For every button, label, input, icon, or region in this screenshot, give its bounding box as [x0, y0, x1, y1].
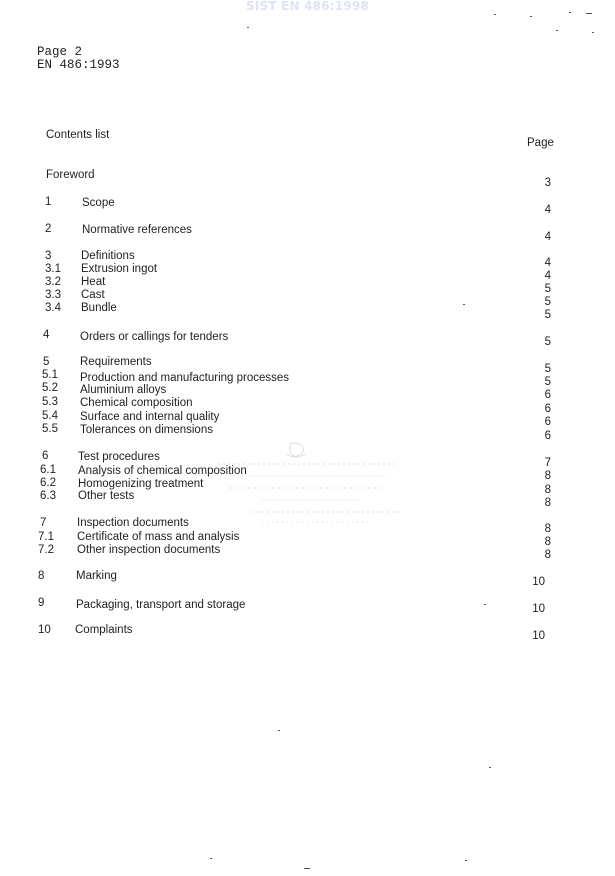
toc-entry-title[interactable]: Other tests [78, 490, 135, 502]
toc-entry-number: 7.1 [38, 531, 54, 543]
toc-entry-title[interactable]: Certificate of mass and analysis [77, 531, 240, 543]
toc-entry-title[interactable]: Definitions [81, 250, 135, 262]
scan-speck [484, 604, 486, 605]
toc-entry-page: 8 [544, 470, 551, 482]
page-number-line: Page 2 [37, 45, 83, 59]
toc-entry-title[interactable]: Extrusion ingot [81, 263, 158, 275]
toc-entry-page: 3 [544, 177, 551, 189]
toc-entry-title[interactable]: Scope [82, 197, 115, 209]
standard-number-line: EN 486:1993 [37, 58, 120, 72]
scan-speck [494, 14, 496, 15]
toc-entry-page: 8 [544, 497, 551, 509]
scan-speck [210, 858, 212, 859]
toc-entry-page: 6 [544, 403, 551, 415]
toc-entry-page: 5 [544, 283, 551, 295]
toc-entry-title[interactable]: Inspection documents [77, 517, 189, 529]
toc-entry-number: 6.3 [40, 490, 56, 502]
toc-entry-title[interactable]: Homogenizing treatment [78, 478, 204, 490]
toc-entry-title[interactable]: Orders or callings for tenders [80, 331, 229, 343]
page-header [37, 46, 120, 72]
toc-entry-page: 10 [532, 576, 545, 588]
scan-speck [304, 868, 310, 869]
scan-speck [592, 32, 594, 33]
toc-entry-page: 6 [544, 430, 551, 442]
toc-entry-number: 5.5 [42, 423, 58, 435]
toc-entry-page: 8 [544, 484, 551, 496]
toc-entry-title[interactable]: Normative references [82, 224, 192, 236]
toc-entry-number: 9 [38, 597, 45, 609]
toc-entry-title[interactable]: Test procedures [78, 451, 160, 463]
toc-entry-title[interactable]: Tolerances on dimensions [80, 424, 213, 436]
toc-entry-number: 3.2 [45, 276, 61, 288]
toc-entry-number: 6.1 [40, 464, 56, 476]
toc-entry-title[interactable]: Bundle [81, 302, 117, 314]
toc-entry-page: 5 [544, 363, 551, 375]
scan-speck [556, 30, 558, 31]
toc-entry-number: 1 [45, 196, 52, 208]
toc-entry-title[interactable]: Heat [81, 276, 106, 288]
toc-entry-title[interactable]: Cast [81, 289, 105, 301]
toc-entry-number: 5.2 [42, 382, 58, 394]
toc-entry-title[interactable]: Packaging, transport and storage [76, 599, 246, 611]
scan-speck [489, 767, 491, 768]
toc-entry-number: 3.1 [45, 263, 61, 275]
page-column-header: Page [527, 137, 554, 149]
scan-speck [463, 304, 465, 305]
toc-entry-number: 7.2 [38, 544, 54, 556]
toc-entry-title[interactable]: Chemical composition [80, 397, 193, 409]
toc-entry-page: 6 [544, 416, 551, 428]
toc-entry-title[interactable]: Analysis of chemical composition [78, 465, 247, 477]
scan-speck [247, 27, 249, 28]
toc-entry-page: 7 [544, 457, 551, 469]
toc-entry-page: 5 [544, 376, 551, 388]
toc-entry-number: 6.2 [40, 477, 56, 489]
toc-entry-number: 4 [43, 329, 50, 341]
toc-entry-title[interactable]: Complaints [75, 624, 133, 636]
toc-entry-number: 3 [45, 250, 52, 262]
scan-speck [465, 860, 467, 861]
toc-entry-page: 5 [544, 296, 551, 308]
toc-entry-number: 10 [38, 624, 51, 636]
toc-entry-title[interactable]: Other inspection documents [77, 544, 221, 556]
toc-entry-number: 6 [42, 450, 49, 462]
toc-entry-title[interactable]: Foreword [46, 169, 95, 181]
toc-entry-page: 8 [544, 523, 551, 535]
scan-speck [278, 730, 280, 731]
toc-entry-title[interactable]: Surface and internal quality [80, 411, 220, 423]
toc-entry-number: 7 [40, 517, 47, 529]
toc-entry-page: 6 [544, 389, 551, 401]
toc-entry-page: 4 [544, 204, 551, 216]
scan-speck [530, 16, 532, 17]
toc-entry-title[interactable]: Requirements [80, 356, 152, 368]
toc-entry-title[interactable]: Marking [76, 570, 117, 582]
library-stamp-graphic [212, 440, 402, 530]
toc-entry-page: 10 [532, 630, 545, 642]
toc-entry-number: 3.3 [45, 289, 61, 301]
toc-entry-number: 5.4 [42, 410, 58, 422]
toc-entry-page: 4 [544, 231, 551, 243]
toc-entry-number: 5.1 [42, 369, 58, 381]
toc-entry-number: 5.3 [42, 396, 58, 408]
toc-entry-page: 8 [544, 549, 551, 561]
toc-entry-number: 5 [43, 356, 50, 368]
toc-entry-page: 4 [544, 270, 551, 282]
toc-entry-page: 5 [544, 309, 551, 321]
contents-title: Contents list [46, 129, 110, 141]
toc-entry-title[interactable]: Aluminium alloys [80, 384, 167, 396]
scan-speck [569, 12, 571, 13]
toc-entry-page: 5 [544, 336, 551, 348]
toc-entry-number: 2 [45, 223, 52, 235]
scan-speck [586, 13, 592, 14]
toc-entry-number: 8 [38, 570, 45, 582]
toc-entry-page: 10 [532, 603, 545, 615]
toc-entry-title[interactable]: Production and manufacturing processes [80, 372, 290, 384]
toc-entry-page: 8 [544, 536, 551, 548]
toc-entry-number: 3.4 [45, 302, 61, 314]
document-watermark: SIST EN 486:1998 [246, 0, 369, 13]
toc-entry-page: 4 [544, 257, 551, 269]
